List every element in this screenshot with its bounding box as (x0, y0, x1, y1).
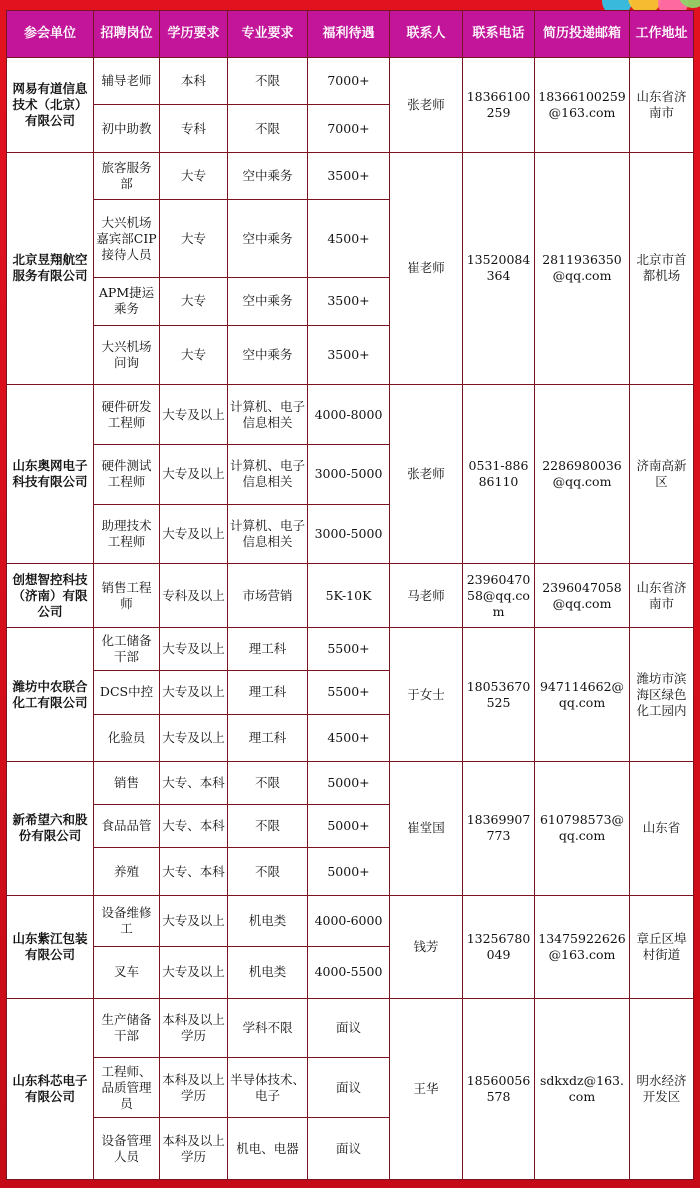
table-row (7, 58, 694, 105)
major-cell: 不限 (228, 848, 308, 895)
education-cell: 大专 (160, 325, 228, 385)
recruitment-table (6, 10, 694, 1180)
major-cell: 机电类 (228, 895, 308, 946)
position-cell: 辅导老师 (94, 58, 160, 105)
position-cell: APM捷运乘务 (94, 278, 160, 325)
salary-cell: 5000+ (308, 848, 390, 895)
header-row (7, 11, 694, 58)
major-cell: 机电类 (228, 947, 308, 998)
major-cell: 空中乘务 (228, 200, 308, 278)
education-cell: 大专及以上 (160, 504, 228, 564)
phone-cell: 13520084364 (463, 152, 535, 385)
education-cell: 大专及以上 (160, 947, 228, 998)
position-cell: 销售工程师 (94, 564, 160, 628)
phone-cell: 18560056578 (463, 998, 535, 1179)
salary-cell: 5500+ (308, 628, 390, 671)
address-cell: 山东省济南市 (630, 58, 694, 153)
major-cell: 不限 (228, 105, 308, 152)
salary-cell: 7000+ (308, 105, 390, 152)
email-cell: 2396047058@qq.com (535, 564, 630, 628)
phone-cell: 18366100259 (463, 58, 535, 153)
salary-cell: 3000-5000 (308, 504, 390, 564)
education-cell: 本科及以上学历 (160, 1118, 228, 1180)
position-cell: 叉车 (94, 947, 160, 998)
address-cell: 章丘区埠村街道 (630, 895, 694, 998)
table-row (7, 998, 694, 1058)
position-cell: 设备管理人员 (94, 1118, 160, 1180)
address-cell: 潍坊市滨海区绿色化工园内 (630, 628, 694, 762)
table-row (7, 761, 694, 804)
company-name-cell: 山东奥网电子科技有限公司 (7, 385, 94, 564)
header-company: 参会单位 (7, 11, 94, 58)
email-cell: 2286980036@qq.com (535, 385, 630, 564)
major-cell: 机电、电器 (228, 1118, 308, 1180)
education-cell: 大专、本科 (160, 805, 228, 848)
salary-cell: 3500+ (308, 325, 390, 385)
salary-cell: 4500+ (308, 714, 390, 761)
salary-cell: 面议 (308, 998, 390, 1058)
position-cell: 工程师、品质管理员 (94, 1058, 160, 1118)
salary-cell: 3500+ (308, 278, 390, 325)
position-cell: 养殖 (94, 848, 160, 895)
position-cell: 设备维修工 (94, 895, 160, 946)
table-body (7, 58, 694, 1180)
address-cell: 北京市首都机场 (630, 152, 694, 385)
major-cell: 理工科 (228, 671, 308, 714)
company-name-cell: 北京昱翔航空服务有限公司 (7, 152, 94, 385)
education-cell: 本科及以上学历 (160, 998, 228, 1058)
education-cell: 大专 (160, 200, 228, 278)
email-cell: 18366100259@163.com (535, 58, 630, 153)
position-cell: DCS中控 (94, 671, 160, 714)
education-cell: 大专、本科 (160, 848, 228, 895)
table-row (7, 385, 694, 445)
phone-cell: 2396047058@qq.com (463, 564, 535, 628)
header-salary: 福利待遇 (308, 11, 390, 58)
salary-cell: 面议 (308, 1118, 390, 1180)
major-cell: 市场营销 (228, 564, 308, 628)
contact-cell: 马老师 (390, 564, 463, 628)
header-phone: 联系电话 (463, 11, 535, 58)
phone-cell: 13256780049 (463, 895, 535, 998)
email-cell: 2811936350@qq.com (535, 152, 630, 385)
table-row (7, 152, 694, 199)
major-cell: 不限 (228, 761, 308, 804)
address-cell: 济南高新区 (630, 385, 694, 564)
education-cell: 大专、本科 (160, 761, 228, 804)
header-contact: 联系人 (390, 11, 463, 58)
salary-cell: 面议 (308, 1058, 390, 1118)
salary-cell: 4000-5500 (308, 947, 390, 998)
address-cell: 明水经济开发区 (630, 998, 694, 1179)
company-name-cell: 山东科芯电子有限公司 (7, 998, 94, 1179)
education-cell: 大专及以上 (160, 895, 228, 946)
address-cell: 山东省济南市 (630, 564, 694, 628)
position-cell: 初中助教 (94, 105, 160, 152)
salary-cell: 5500+ (308, 671, 390, 714)
position-cell: 大兴机场问询 (94, 325, 160, 385)
table-row (7, 628, 694, 671)
contact-cell: 王华 (390, 998, 463, 1179)
education-cell: 大专及以上 (160, 385, 228, 445)
contact-cell: 张老师 (390, 58, 463, 153)
header-address: 工作地址 (630, 11, 694, 58)
email-cell: 13475922626@163.com (535, 895, 630, 998)
address-cell: 山东省 (630, 761, 694, 895)
education-cell: 本科 (160, 58, 228, 105)
contact-cell: 张老师 (390, 385, 463, 564)
major-cell: 计算机、电子信息相关 (228, 444, 308, 504)
position-cell: 食品品管 (94, 805, 160, 848)
salary-cell: 5K-10K (308, 564, 390, 628)
position-cell: 销售 (94, 761, 160, 804)
major-cell: 空中乘务 (228, 325, 308, 385)
salary-cell: 4000-6000 (308, 895, 390, 946)
contact-cell: 于女士 (390, 628, 463, 762)
education-cell: 大专及以上 (160, 714, 228, 761)
table-row (7, 895, 694, 946)
major-cell: 计算机、电子信息相关 (228, 504, 308, 564)
company-name-cell: 山东紫江包装有限公司 (7, 895, 94, 998)
salary-cell: 5000+ (308, 805, 390, 848)
header-email: 简历投递邮箱 (535, 11, 630, 58)
phone-cell: 18369907773 (463, 761, 535, 895)
major-cell: 学科不限 (228, 998, 308, 1058)
position-cell: 大兴机场嘉宾部CIP接待人员 (94, 200, 160, 278)
education-cell: 大专 (160, 152, 228, 199)
education-cell: 专科 (160, 105, 228, 152)
education-cell: 大专及以上 (160, 671, 228, 714)
salary-cell: 4500+ (308, 200, 390, 278)
position-cell: 生产储备干部 (94, 998, 160, 1058)
company-name-cell: 网易有道信息技术（北京）有限公司 (7, 58, 94, 153)
position-cell: 化验员 (94, 714, 160, 761)
major-cell: 不限 (228, 805, 308, 848)
major-cell: 计算机、电子信息相关 (228, 385, 308, 445)
major-cell: 理工科 (228, 628, 308, 671)
position-cell: 硬件研发工程师 (94, 385, 160, 445)
education-cell: 大专及以上 (160, 628, 228, 671)
company-name-cell: 创想智控科技（济南）有限公司 (7, 564, 94, 628)
position-cell: 化工储备干部 (94, 628, 160, 671)
education-cell: 大专 (160, 278, 228, 325)
major-cell: 半导体技术、电子 (228, 1058, 308, 1118)
contact-cell: 崔堂国 (390, 761, 463, 895)
salary-cell: 3500+ (308, 152, 390, 199)
salary-cell: 7000+ (308, 58, 390, 105)
major-cell: 不限 (228, 58, 308, 105)
phone-cell: 18053670525 (463, 628, 535, 762)
table-row (7, 564, 694, 628)
salary-cell: 3000-5000 (308, 444, 390, 504)
contact-cell: 钱芳 (390, 895, 463, 998)
salary-cell: 5000+ (308, 761, 390, 804)
major-cell: 空中乘务 (228, 152, 308, 199)
header-position: 招聘岗位 (94, 11, 160, 58)
phone-cell: 0531-88686110 (463, 385, 535, 564)
education-cell: 专科及以上 (160, 564, 228, 628)
position-cell: 助理技术工程师 (94, 504, 160, 564)
position-cell: 旅客服务部 (94, 152, 160, 199)
contact-cell: 崔老师 (390, 152, 463, 385)
salary-cell: 4000-8000 (308, 385, 390, 445)
email-cell: 947114662@qq.com (535, 628, 630, 762)
company-name-cell: 新希望六和股份有限公司 (7, 761, 94, 895)
company-name-cell: 潍坊中农联合化工有限公司 (7, 628, 94, 762)
header-major: 专业要求 (228, 11, 308, 58)
position-cell: 硬件测试工程师 (94, 444, 160, 504)
email-cell: 610798573@qq.com (535, 761, 630, 895)
header-education: 学历要求 (160, 11, 228, 58)
major-cell: 空中乘务 (228, 278, 308, 325)
education-cell: 本科及以上学历 (160, 1058, 228, 1118)
email-cell: sdkxdz@163.com (535, 998, 630, 1179)
major-cell: 理工科 (228, 714, 308, 761)
education-cell: 大专及以上 (160, 444, 228, 504)
